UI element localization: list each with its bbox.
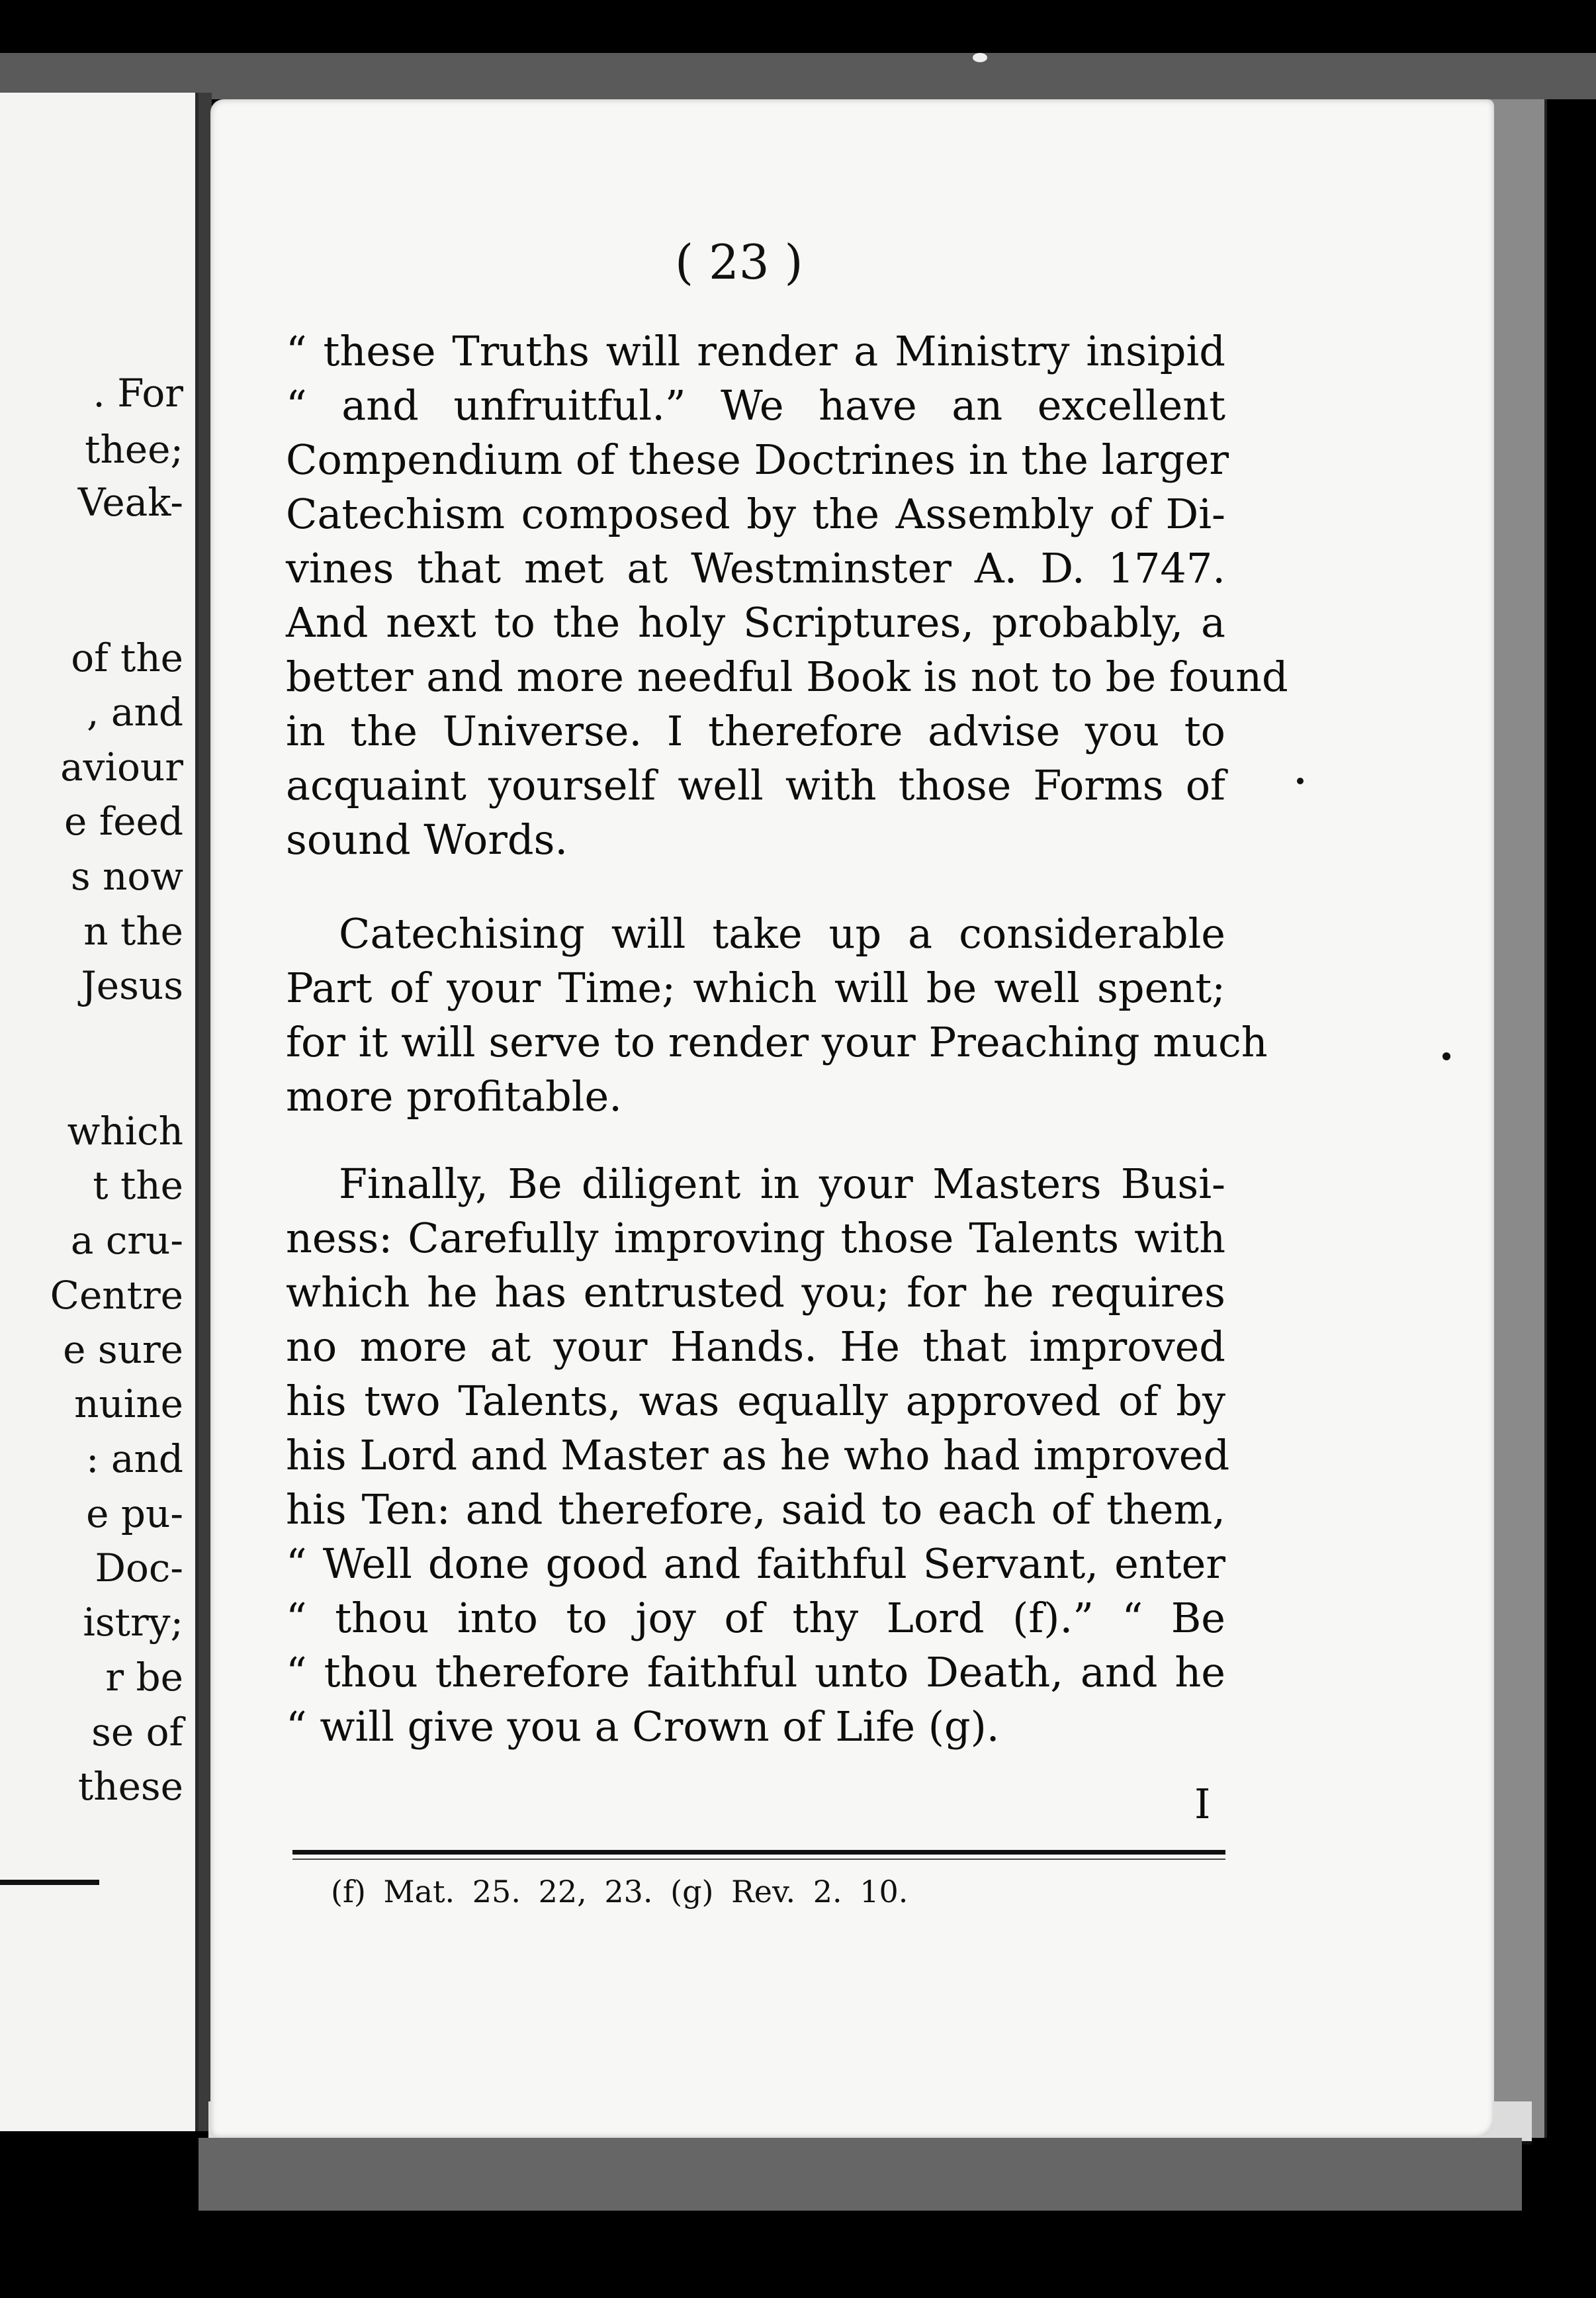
text-line: “ thou into to joy of thy Lord (f).” “ Be [286,1594,1225,1642]
ink-speck [1297,778,1304,784]
text-line: Catechism composed by the Assembly of Di- [286,490,1225,538]
left-page-line: se of [91,1710,183,1755]
left-page-line: t the [93,1163,183,1208]
left-page-line: of the [71,635,183,680]
footnote-rule [292,1850,1225,1855]
text-line: And next to the holy Scriptures, probably, a [286,598,1225,647]
text-line: more profitable. [286,1072,622,1121]
left-page-line: r be [105,1655,183,1700]
footnote: (f) Mat. 25. 22, 23. (g) Rev. 2. 10. [331,1874,909,1909]
text-line: acquaint yourself well with those Forms of [286,761,1225,809]
text-line: Compendium of these Doctrines in the larger [286,436,1229,484]
footnote-rule-thin [292,1859,1225,1860]
text-line: Catechising will take up a considerable [339,909,1225,958]
left-page-line: which [67,1109,183,1154]
left-page-line: e sure [63,1327,183,1372]
text-line: in the Universe. I therefore advise you to [286,707,1225,755]
text-line: ness: Carefully improving those Talents with [286,1214,1225,1262]
page-number: ( 23 ) [675,234,803,290]
top-scan-band [0,53,1596,99]
left-page-line: nuine [74,1381,183,1426]
left-page-line: . For [93,371,183,416]
text-line: his Ten: and therefore, said to each of them, [286,1485,1225,1534]
left-page-line: , and [87,690,183,735]
left-page-line: Veak- [77,480,183,525]
bottom-scan-band [199,2138,1522,2211]
left-page-line: e feed [64,799,183,844]
left-footnote-rule [0,1880,99,1885]
text-line: “ thou therefore faithful unto Death, and he [286,1648,1225,1696]
catchword: I [1194,1780,1211,1828]
text-line: sound Words. [286,815,568,864]
text-line: his Lord and Master as he who had improved [286,1431,1230,1479]
text-line: his two Talents, was equally approved of by [286,1377,1225,1425]
spine-shadow [199,93,212,2131]
left-page-line: n the [83,909,183,954]
left-page-line: s now [70,854,183,899]
left-page-line: e pu- [86,1491,183,1536]
text-line: better and more needful Book is not to be found [286,653,1288,701]
ink-speck [1442,1052,1450,1060]
left-page-fragment [0,93,199,2131]
text-line: which he has entrusted you; for he requires [286,1268,1225,1316]
left-page-line: aviour [60,745,183,790]
left-page-line: a cru- [70,1218,183,1263]
text-line: “ Well done good and faithful Servant, enter [286,1540,1225,1588]
left-page-line: Jesus [81,963,183,1008]
left-page-line: these [77,1764,183,1809]
left-page-line: istry; [83,1600,183,1645]
text-line: for it will serve to render your Preaching much [286,1018,1268,1066]
text-line: “ these Truths will render a Ministry insipid [286,327,1225,375]
text-line: Finally, Be diligent in your Masters Busi- [339,1160,1225,1208]
text-line: Part of your Time; which will be well spent; [286,964,1225,1012]
left-page-line: : and [85,1436,183,1481]
text-line: “ will give you a Crown of Life (g). [286,1702,1000,1751]
left-page-line: Centre [50,1273,183,1318]
left-page-line: Doc- [95,1545,183,1590]
ink-speck [973,53,987,62]
text-line: vines that met at Westminster A. D. 1747. [286,544,1225,592]
text-line: “ and unfruitful.” We have an excellent [286,381,1225,430]
text-line: no more at your Hands. He that improved [286,1322,1225,1371]
left-page-line: thee; [85,427,183,472]
